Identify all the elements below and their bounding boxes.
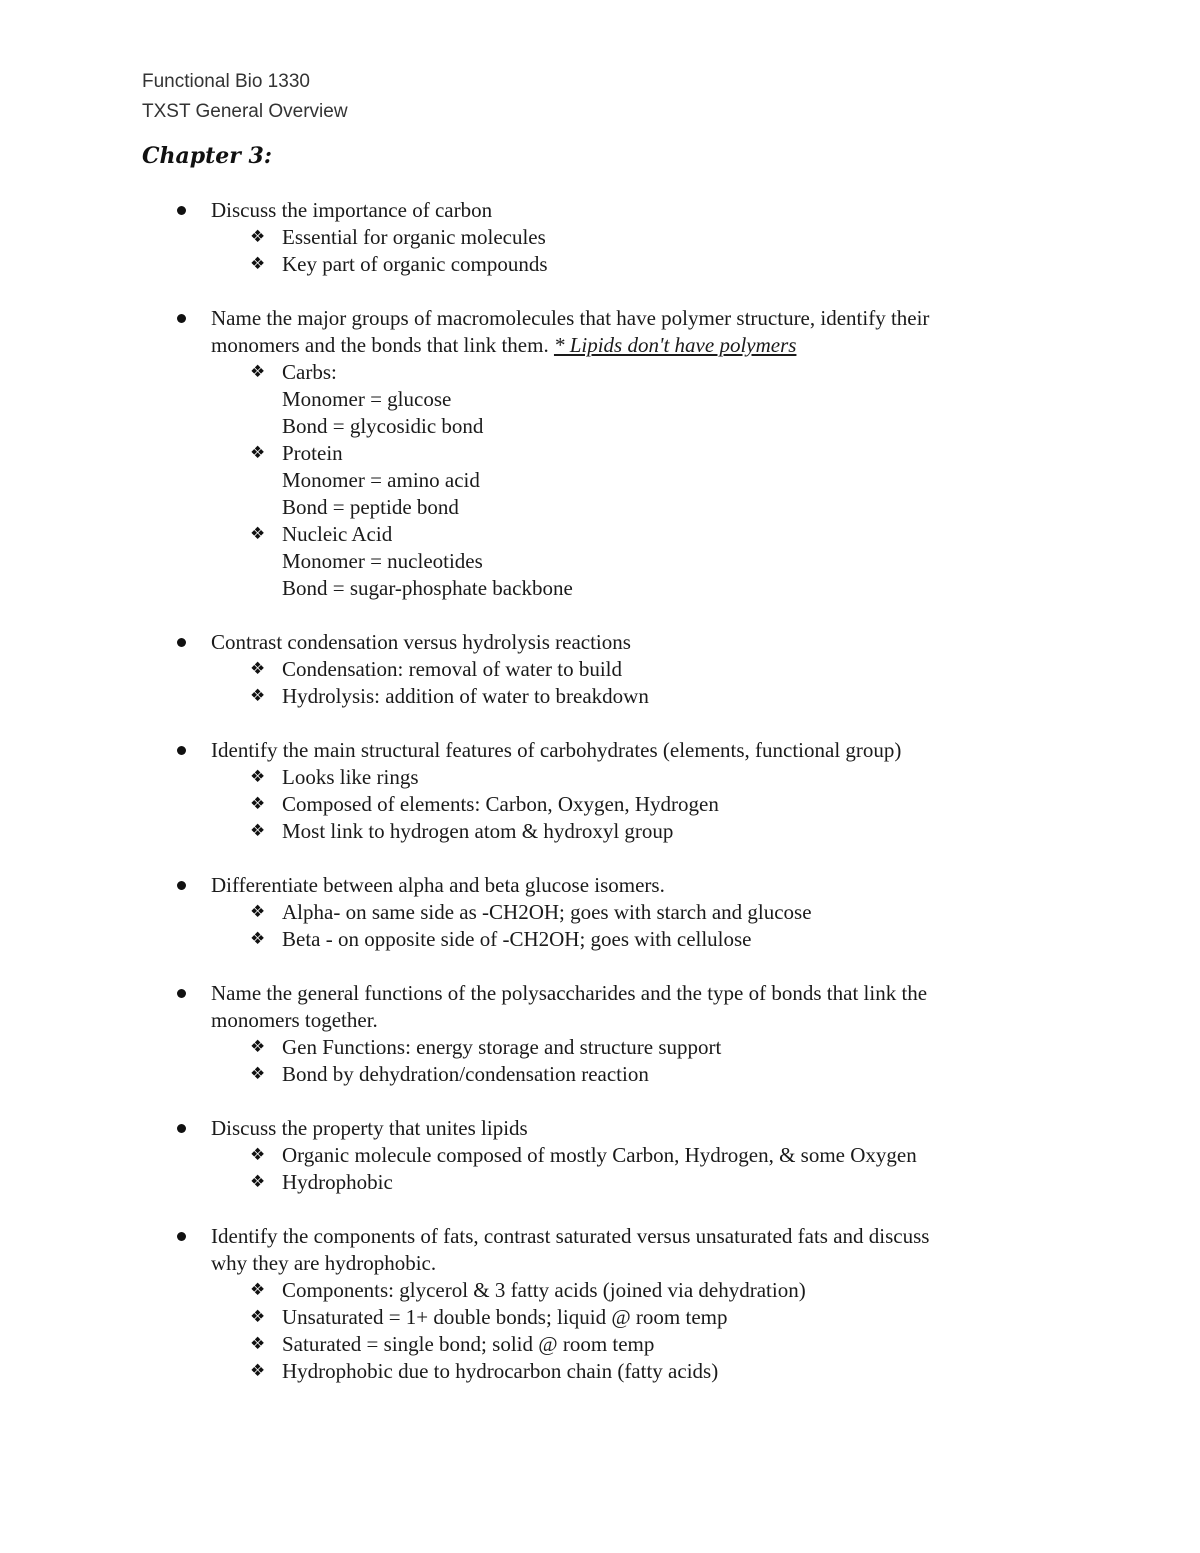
diamond-bullet-icon: ❖: [250, 929, 266, 949]
sub-item-text: Monomer = amino acid: [282, 468, 480, 492]
sub-item-text: Hydrophobic due to hydrocarbon chain (fatty acids): [282, 1359, 719, 1383]
sub-item-text: Hydrophobic: [282, 1170, 393, 1194]
diamond-bullet-icon: ❖: [250, 659, 266, 679]
sub-item-text: Condensation: removal of water to build: [282, 657, 623, 681]
diamond-bullet-icon: ❖: [250, 794, 266, 814]
sub-item-text: Hydrolysis: addition of water to breakdown: [282, 684, 649, 708]
objective-bullet-icon: [177, 881, 186, 890]
objective-text: monomers and the bonds that link them. * Lipids don't have polymers: [211, 333, 797, 357]
diamond-bullet-icon: ❖: [250, 1361, 266, 1381]
sub-item-text: Gen Functions: energy storage and structure support: [282, 1035, 722, 1059]
objective-text: Discuss the importance of carbon: [211, 198, 493, 222]
objective-bullet-icon: [177, 206, 186, 215]
sub-item-text: Unsaturated = 1+ double bonds; liquid @ room temp: [282, 1305, 728, 1329]
sub-item-text: Bond by dehydration/condensation reaction: [282, 1062, 649, 1086]
sub-item-text: Organic molecule composed of mostly Carbon, Hydrogen, & some Oxygen: [282, 1143, 917, 1167]
sub-item-text: Monomer = glucose: [282, 387, 452, 411]
chapter-title: Chapter 3:: [142, 143, 272, 169]
objective-bullet-icon: [177, 989, 186, 998]
sub-item-text: Composed of elements: Carbon, Oxygen, Hydrogen: [282, 792, 719, 816]
sub-item-text: Bond = sugar-phosphate backbone: [282, 576, 573, 600]
diamond-bullet-icon: ❖: [250, 524, 266, 544]
sub-item-text: Bond = glycosidic bond: [282, 414, 484, 438]
objective-text: Name the major groups of macromolecules that have polymer structure, identify their: [211, 306, 930, 330]
sub-item-text: Carbs:: [282, 360, 337, 384]
sub-item-text: Beta - on opposite side of -CH2OH; goes with cellulose: [282, 927, 752, 951]
sub-item-text: Saturated = single bond; solid @ room temp: [282, 1332, 655, 1356]
sub-item-text: Bond = peptide bond: [282, 495, 459, 519]
diamond-bullet-icon: ❖: [250, 1145, 266, 1165]
diamond-bullet-icon: ❖: [250, 1037, 266, 1057]
objective-text: Differentiate between alpha and beta glucose isomers.: [211, 873, 665, 897]
objective-text: why they are hydrophobic.: [211, 1251, 437, 1275]
objective-bullet-icon: [177, 638, 186, 647]
objective-bullet-icon: [177, 1232, 186, 1241]
diamond-bullet-icon: ❖: [250, 821, 266, 841]
diamond-bullet-icon: ❖: [250, 362, 266, 382]
course-name: Functional Bio 1330: [142, 71, 310, 92]
sub-item-text: Alpha- on same side as -CH2OH; goes with starch and glucose: [282, 900, 812, 924]
sub-item-text: Monomer = nucleotides: [282, 549, 483, 573]
document-subtitle: TXST General Overview: [142, 101, 348, 122]
sub-item-text: Protein: [282, 441, 343, 465]
objective-text: Identify the main structural features of carbohydrates (elements, functional group): [211, 738, 902, 762]
diamond-bullet-icon: ❖: [250, 1307, 266, 1327]
diamond-bullet-icon: ❖: [250, 1334, 266, 1354]
sub-item-text: Most link to hydrogen atom & hydroxyl group: [282, 819, 674, 843]
objective-text: Discuss the property that unites lipids: [211, 1116, 528, 1140]
objective-note: * Lipids don't have polymers: [553, 333, 797, 357]
objective-text: Identify the components of fats, contrast saturated versus unsaturated fats and discuss: [211, 1224, 930, 1248]
objective-text: Name the general functions of the polysaccharides and the type of bonds that link the: [211, 981, 928, 1005]
objective-bullet-icon: [177, 1124, 186, 1133]
diamond-bullet-icon: ❖: [250, 902, 266, 922]
sub-item-text: Looks like rings: [282, 765, 419, 789]
sub-item-text: Key part of organic compounds: [282, 252, 548, 276]
objective-text: Contrast condensation versus hydrolysis reactions: [211, 630, 631, 654]
sub-item-text: Components: glycerol & 3 fatty acids (joined via dehydration): [282, 1278, 806, 1302]
objective-bullet-icon: [177, 314, 186, 323]
diamond-bullet-icon: ❖: [250, 767, 266, 787]
diamond-bullet-icon: ❖: [250, 1064, 266, 1084]
objective-bullet-icon: [177, 746, 186, 755]
diamond-bullet-icon: ❖: [250, 254, 266, 274]
diamond-bullet-icon: ❖: [250, 686, 266, 706]
sub-item-text: Nucleic Acid: [282, 522, 393, 546]
diamond-bullet-icon: ❖: [250, 1172, 266, 1192]
diamond-bullet-icon: ❖: [250, 227, 266, 247]
objective-text: monomers together.: [211, 1008, 378, 1032]
diamond-bullet-icon: ❖: [250, 443, 266, 463]
sub-item-text: Essential for organic molecules: [282, 225, 546, 249]
diamond-bullet-icon: ❖: [250, 1280, 266, 1300]
